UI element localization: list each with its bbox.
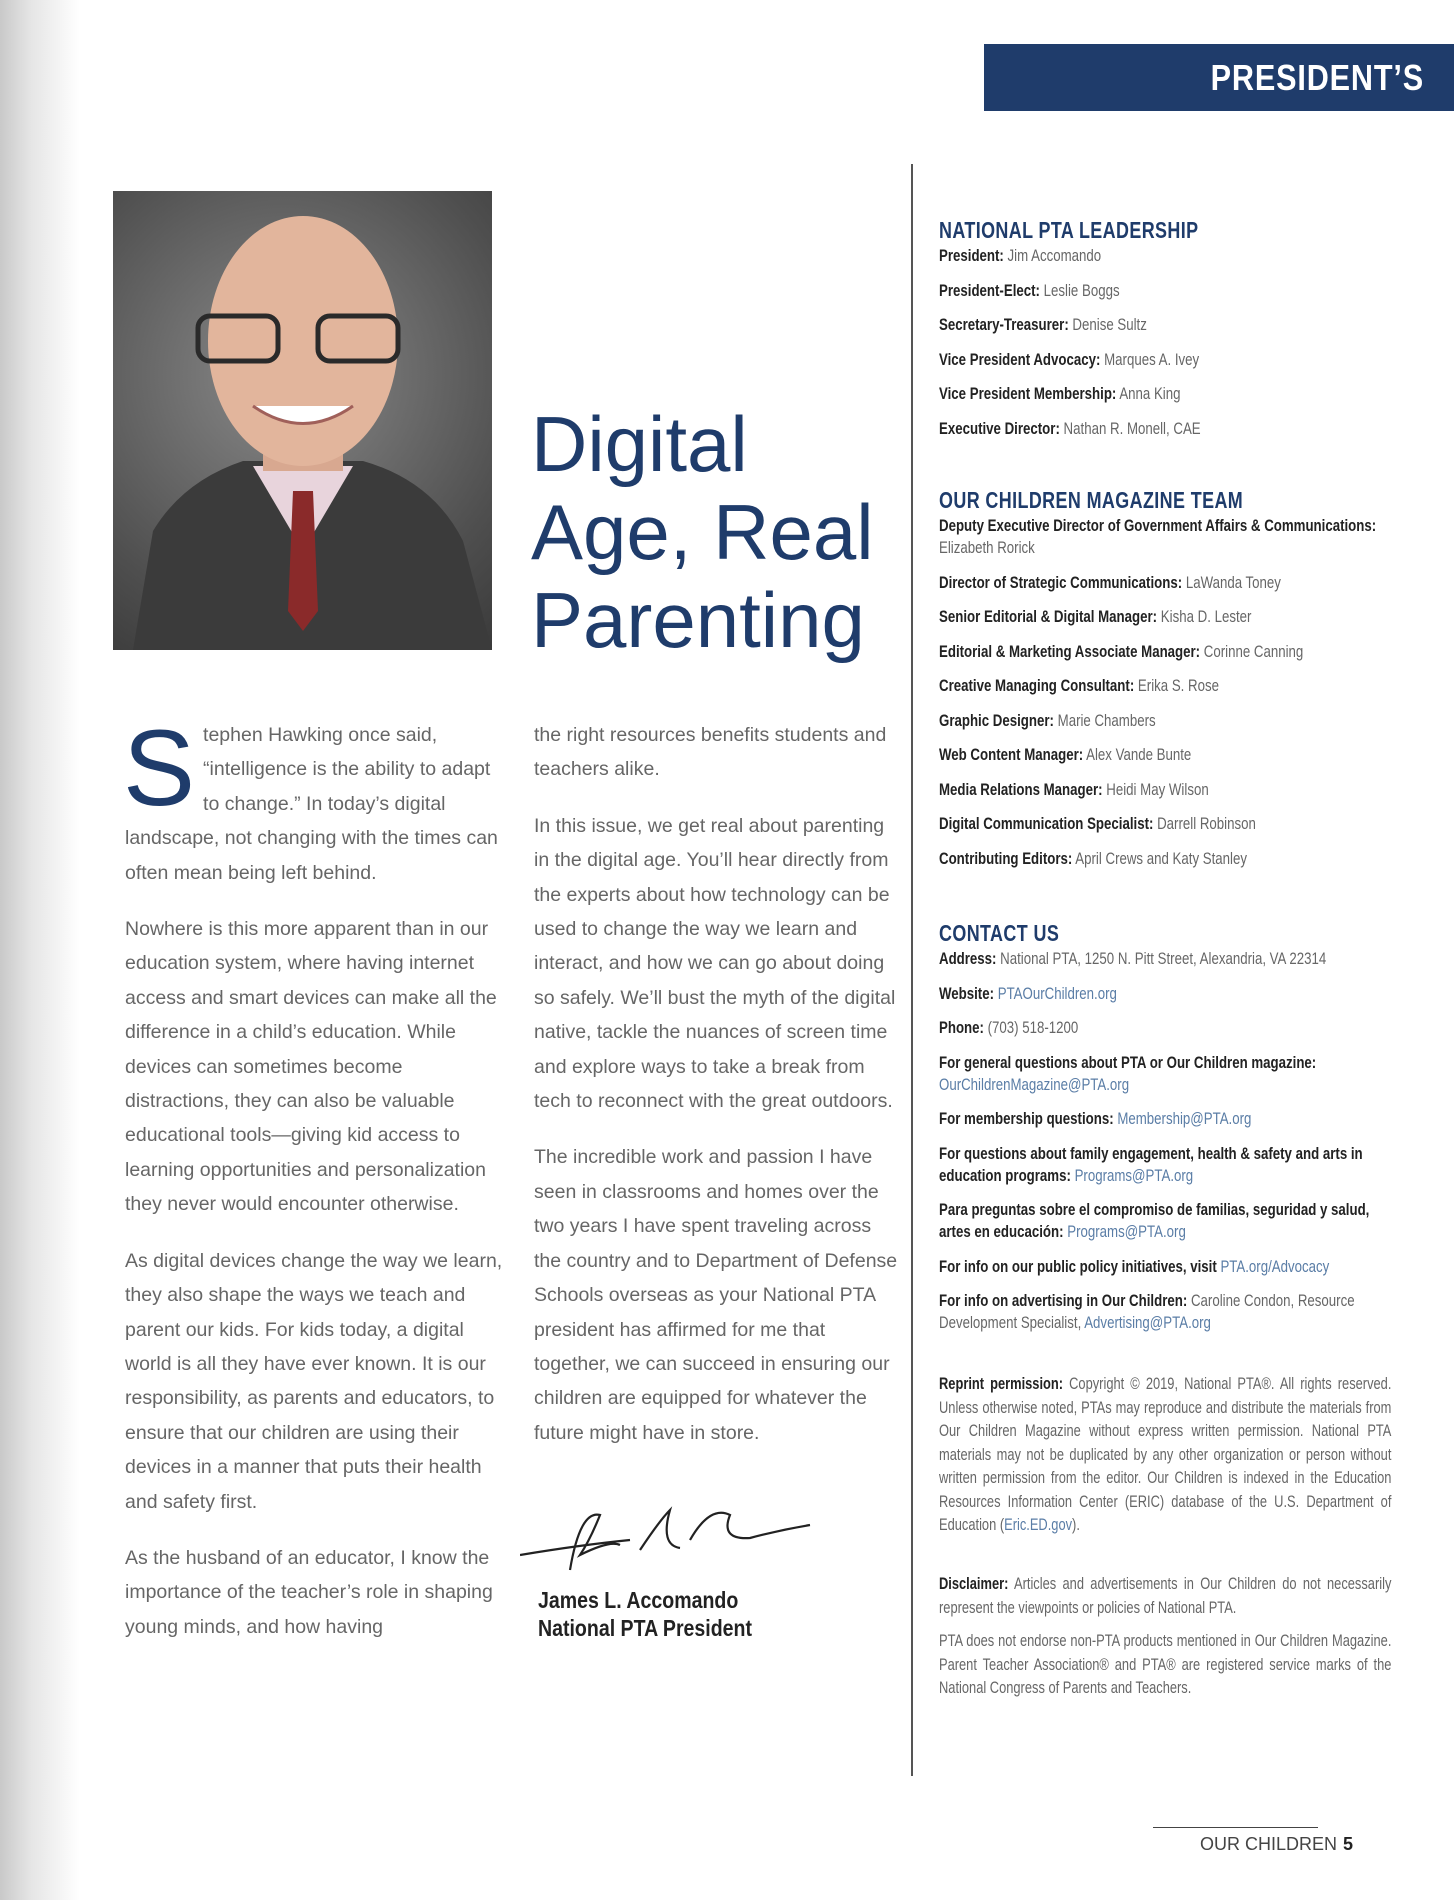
masthead-row: Web Content Manager: Alex Vande Bunte xyxy=(939,745,1192,764)
masthead-row: Media Relations Manager: Heidi May Wilson xyxy=(939,779,1209,799)
endorsement-note: PTA does not endorse non-PTA products mentioned in Our Children Magazine. Parent Teacher Association® and PTA® are registered service marks of the National Congress of Parents and Teachers. xyxy=(939,1632,1392,1697)
masthead-row: Editorial & Marketing Associate Manager: Corinne Canning xyxy=(939,641,1304,661)
masthead-row: Deputy Executive Director of Government Affairs & Communications: Elizabeth Rorick xyxy=(939,516,1377,557)
masthead-row: Digital Communication Specialist: Darrell Robinson xyxy=(939,814,1256,833)
signature xyxy=(520,1500,820,1580)
drop-cap: S xyxy=(123,707,196,828)
masthead-row: Graphic Designer: Marie Chambers xyxy=(939,710,1156,730)
masthead-row: Secretary-Treasurer: Denise Sultz xyxy=(939,315,1147,334)
article-column-1: Stephen Hawking once said, “intelligence is the ability to adapt to change.” In today’s digital landscape, not changing with the times can often mean being left behind. Nowhere is this more apparent than in our education system, where having internet access and smart devices can make all the difference in a child’s education. While devices can sometimes become distractions, they can also be valuable educational tools—giving kid access to learning opportunities and personalization they never would encounter otherwise. As digital devices change the way we learn, they also shape the ways we teach and parent our kids. For kids today, a digital world is all they have ever known. It is our responsibility, as parents and educators, to ensure that our children are using their devices in a manner that puts their health and safety first. As the husband of an educator, I know the importance of the teacher’s role in shaping young minds, and how having xyxy=(123,707,503,1638)
masthead-row: For general questions about PTA or Our Children magazine: OurChildrenMagazine@PTA.org xyxy=(939,1052,1317,1094)
page-footer: OUR CHILDREN 5 xyxy=(1200,1834,1354,1854)
masthead-row: Phone: (703) 518-1200 xyxy=(939,1018,1079,1037)
masthead-row: For info on advertising in Our Children: Caroline Condon, Resource Development Specialist, Advertising@PTA.org xyxy=(939,1291,1355,1332)
president-photo xyxy=(113,191,492,650)
contact-link[interactable]: PTA.org/Advocacy xyxy=(1220,1256,1330,1276)
footer-rule xyxy=(1153,1827,1318,1828)
masthead-row: President: Jim Accomando xyxy=(939,246,1102,265)
contact-section: CONTACT US Address: National PTA, 1250 N. Pitt Street, Alexandria, VA 22314 Website: PTAOurChildren.org Phone: (703) 518-1200 For general questions about PTA or Our Children magazine: OurChildrenMagazine@PTA.org For membership questions: Membership@PTA.org For questions about family engagement, health & safety and arts in education programs: Programs@PTA.org Para preguntas sobre el compromiso de familias, seguridad y salud, artes en educación: Programs@PTA.org For info on our public policy initiatives, visit PTA.org/Advocacy For info on advertising in Our Children: Caroline Condon, Resource Development Specialist, Advertising@PTA.org xyxy=(939,918,1391,1347)
contact-link[interactable]: PTAOurChildren.org xyxy=(997,983,1117,1003)
page-number: 5 xyxy=(1343,1834,1354,1854)
page-gutter-shadow xyxy=(0,0,80,1900)
masthead-row: For membership questions: Membership@PTA.org xyxy=(939,1109,1252,1128)
article-title: Digital Age, Real Parenting xyxy=(531,400,874,664)
masthead-row: Para preguntas sobre el compromiso de familias, seguridad y salud, artes en educación: Programs@PTA.org xyxy=(939,1200,1370,1241)
masthead-row: Vice President Advocacy: Marques A. Ivey xyxy=(939,349,1200,369)
signature-block: James L. Accomando National PTA President xyxy=(538,1587,753,1641)
leadership-section: NATIONAL PTA LEADERSHIP President: Jim Accomando President-Elect: Leslie Boggs Secretary-Treasurer: Denise Sultz Vice President Advocacy: Marques A. Ivey Vice President Membership: Anna King Executive Director: Nathan R. Monell, CAE xyxy=(939,215,1391,452)
reprint-permission: Reprint permission: Copyright © 2019, National PTA®. All rights reserved. Unless otherwise noted, PTAs may reproduce and distribute the materials from Our Children Magazine without express written permission. National PTA materials may not be duplicated by any other organization or person without written permission from the editor. Our Children is indexed in the Education Resources Information Center (ERIC) database of the U.S. Department of Education (Eric.ED.gov). xyxy=(939,1375,1392,1534)
masthead-row: Contributing Editors: April Crews and Katy Stanley xyxy=(939,848,1248,868)
masthead-row: For questions about family engagement, health & safety and arts in education programs: Programs@PTA.org xyxy=(939,1143,1363,1185)
masthead-row: Address: National PTA, 1250 N. Pitt Street, Alexandria, VA 22314 xyxy=(939,949,1327,968)
masthead-row: Creative Managing Consultant: Erika S. Rose xyxy=(939,676,1220,695)
masthead-row: President-Elect: Leslie Boggs xyxy=(939,280,1120,300)
masthead-row: Senior Editorial & Digital Manager: Kisha D. Lester xyxy=(939,607,1252,626)
masthead-row: Executive Director: Nathan R. Monell, CAE xyxy=(939,418,1201,438)
article-column-2: the right resources benefits students and teachers alike. In this issue, we get real about parenting in the digital age. You’ll hear directly from the experts about how technology can be used to change the way we learn and interact, and how we can go about doing so safely. We’ll bust the myth of the digital native, tackle the nuances of screen time and explore ways to take a break from tech to reconnect with the great outdoors. The incredible work and passion I have seen in classrooms and homes over the two years I have spent traveling across the country and to Department of Defense Schools overseas as your National PTA president has affirmed for me that together, we can succeed in ensuring our children are equipped for whatever the future might have in store. xyxy=(534,724,898,1444)
contact-link[interactable]: Programs@PTA.org xyxy=(1074,1165,1194,1185)
contact-link[interactable]: Membership@PTA.org xyxy=(1117,1109,1252,1128)
masthead-row: Website: PTAOurChildren.org xyxy=(939,983,1117,1003)
masthead-row: For info on our public policy initiatives, visit PTA.org/Advocacy xyxy=(939,1256,1330,1276)
disclaimer: Disclaimer: Articles and advertisements in Our Children do not necessarily represent the viewpoints or policies of National PTA. xyxy=(939,1575,1392,1617)
masthead-row: Vice President Membership: Anna King xyxy=(939,384,1181,403)
masthead-row: Director of Strategic Communications: LaWanda Toney xyxy=(939,572,1281,592)
contact-link[interactable]: OurChildrenMagazine@PTA.org xyxy=(939,1074,1130,1094)
contact-link[interactable]: Programs@PTA.org xyxy=(1067,1222,1186,1241)
contact-link[interactable]: Advertising@PTA.org xyxy=(1084,1313,1211,1332)
team-section: OUR CHILDREN MAGAZINE TEAM Deputy Executive Director of Government Affairs & Communications: Elizabeth Rorick Director of Strategic Communications: LaWanda Toney Senior Editorial & Digital Manager: Kisha D. Lester Editorial & Marketing Associate Manager: Corinne Canning Creative Managing Consultant: Erika S. Rose Graphic Designer: Marie Chambers Web Content Manager: Alex Vande Bunte Media Relations Manager: Heidi May Wilson Digital Communication Specialist: Darrell Robinson Contributing Editors: April Crews and Katy Stanley xyxy=(939,485,1391,882)
section-header: PRESIDENT’S MESSAGE xyxy=(984,44,1454,111)
column-divider xyxy=(911,164,913,1776)
